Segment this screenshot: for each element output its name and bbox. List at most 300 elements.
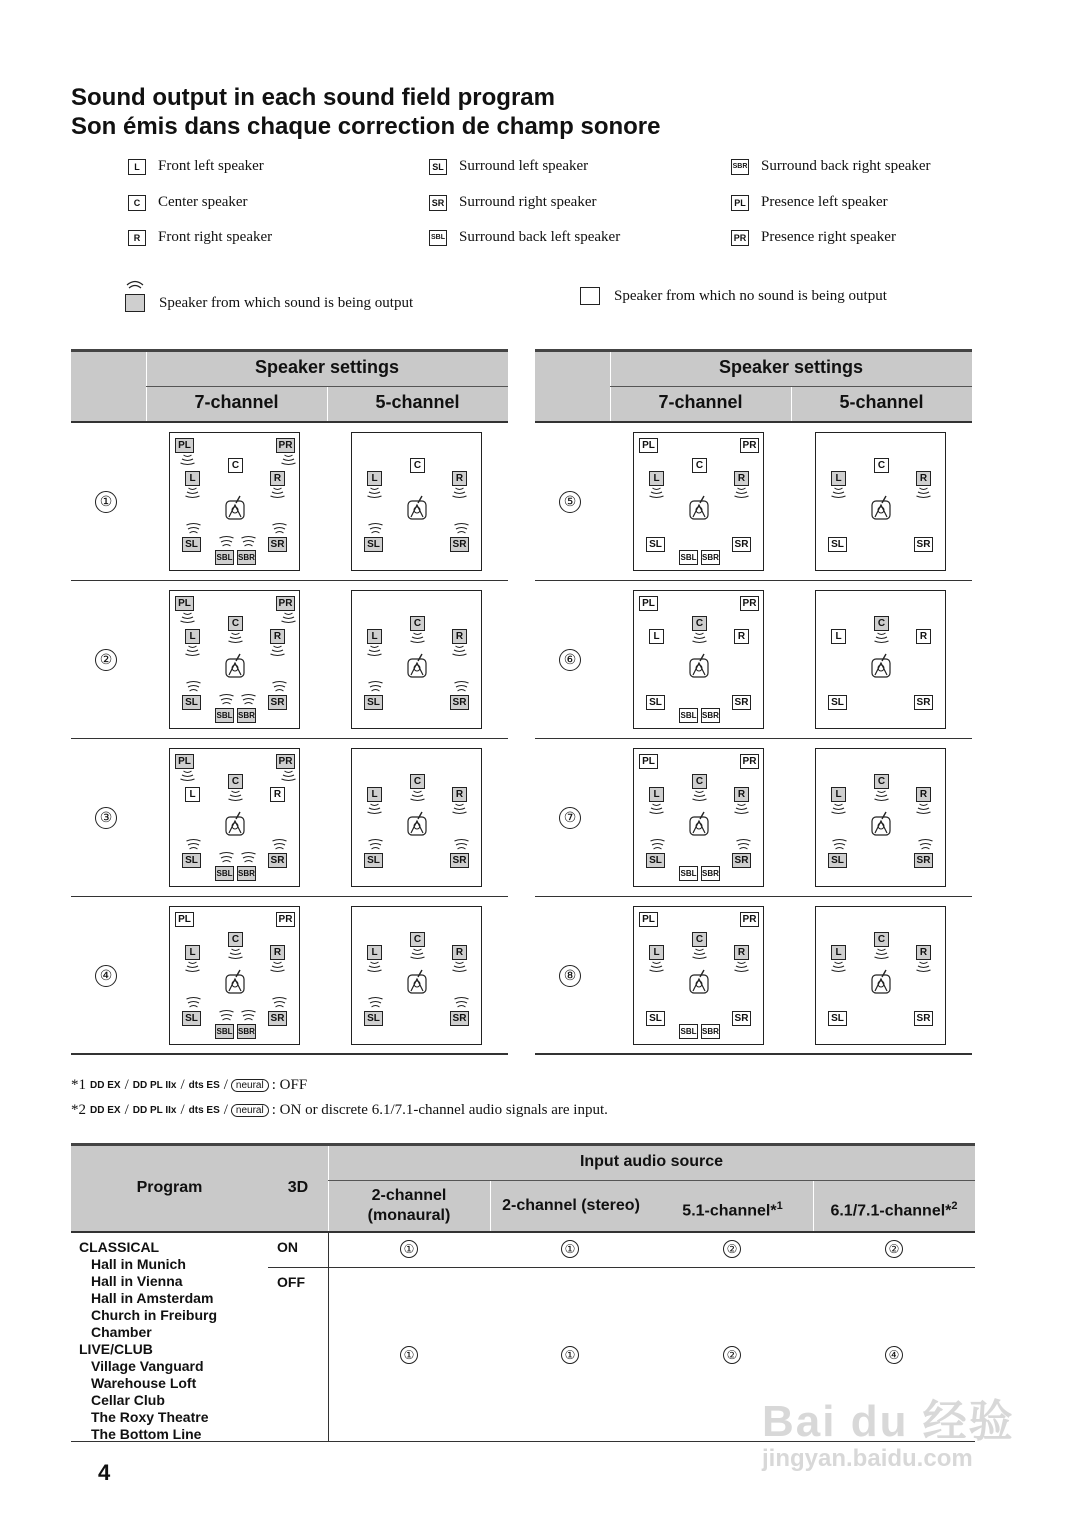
col-5-channel: 5-channel — [375, 392, 460, 412]
legend-label: Center speaker — [158, 194, 248, 210]
listener-icon — [226, 970, 244, 993]
speaker-sr: SR — [914, 1011, 933, 1026]
col-program: Program — [136, 1179, 203, 1196]
page-number: 4 — [98, 1460, 111, 1485]
speaker-sl: SL — [646, 695, 665, 710]
3d-on-label: ON — [277, 1239, 298, 1255]
speaker-pr: PR — [276, 912, 295, 927]
sound-wave-c — [411, 633, 425, 643]
speaker-sl: SL — [364, 1011, 383, 1026]
speaker-sr: SR — [450, 537, 469, 552]
speaker-sl: SL — [182, 1011, 201, 1026]
sound-wave-c — [693, 791, 707, 801]
sound-wave-sbl — [220, 537, 234, 547]
footnote-2 — [71, 1102, 608, 1119]
speaker-r: R — [916, 471, 931, 486]
sound-wave-sl — [187, 840, 201, 850]
speaker-sr: SR — [732, 695, 751, 710]
sound-wave-sl — [833, 840, 847, 850]
sound-wave-r — [271, 962, 285, 972]
sound-wave-r — [271, 646, 285, 656]
pattern-number: ⑤ — [559, 491, 581, 513]
pattern-number: ① — [95, 491, 117, 513]
speaker-sbr: SBR — [237, 866, 256, 881]
sound-wave-sr — [273, 840, 287, 850]
baidu-watermark — [762, 1385, 1015, 1473]
sound-wave-r — [735, 804, 749, 814]
listener-icon — [872, 970, 890, 993]
sound-wave-c — [411, 949, 425, 959]
speaker-c: C — [228, 458, 243, 473]
legend-item-pr — [731, 229, 896, 246]
speaker-sl: SL — [364, 537, 383, 552]
legend-item-sbr — [731, 158, 931, 175]
speaker-r: R — [734, 787, 749, 802]
legend-code-pl: PL — [731, 195, 749, 211]
speaker-sl: SL — [646, 537, 665, 552]
sound-wave-l — [832, 804, 846, 814]
sound-wave-l — [368, 488, 382, 498]
pattern-row — [71, 739, 508, 897]
dolby-ex-logo: DD EX — [90, 1080, 121, 1091]
col-7-channel: 7-channel — [658, 392, 743, 412]
diagram-7-channel — [169, 748, 300, 887]
sound-wave-r — [917, 804, 931, 814]
speaker-l: L — [831, 629, 846, 644]
speaker-pr: PR — [276, 754, 295, 769]
separator: / — [180, 1077, 185, 1093]
sound-wave-sl — [369, 840, 383, 850]
speaker-sl: SL — [182, 537, 201, 552]
speaker-sbr: SBR — [237, 1024, 256, 1039]
speaker-pr: PR — [276, 438, 295, 453]
sound-wave-l — [186, 646, 200, 656]
sound-wave-r — [735, 488, 749, 498]
speaker-sbl: SBL — [679, 1024, 698, 1039]
sound-wave-pr — [282, 771, 296, 781]
speaker-sl: SL — [646, 1011, 665, 1026]
sound-wave-r — [917, 488, 931, 498]
program-item: Hall in Munich — [91, 1256, 186, 1272]
sound-wave-sr — [455, 682, 469, 692]
speaker-sr: SR — [450, 1011, 469, 1026]
speaker-l: L — [649, 787, 664, 802]
diagram-7-channel — [633, 748, 764, 887]
sound-wave-c — [229, 791, 243, 801]
diagram-5-channel — [815, 748, 946, 887]
speaker-l: L — [367, 629, 382, 644]
speaker-l: L — [367, 471, 382, 486]
diagram-5-channel — [815, 590, 946, 729]
speaker-sl: SL — [182, 695, 201, 710]
speaker-sr: SR — [268, 1011, 287, 1026]
speaker-l: L — [185, 945, 200, 960]
diagram-7-channel — [633, 590, 764, 729]
sound-wave-sbr — [242, 695, 256, 705]
speaker-sbr: SBR — [237, 550, 256, 565]
speaker-settings-header — [535, 349, 972, 421]
listener-icon — [690, 812, 708, 835]
sound-wave-l — [368, 804, 382, 814]
program-item: Warehouse Loft — [91, 1375, 197, 1391]
sound-wave-r — [917, 962, 931, 972]
col-2ch-stereo: 2-channel (stereo) — [502, 1197, 640, 1214]
watermark-brand: Bai du 经验 — [762, 1397, 1015, 1446]
speaker-c: C — [692, 616, 707, 631]
speaker-sr: SR — [914, 853, 933, 868]
rule — [71, 1231, 975, 1233]
speaker-pl: PL — [639, 438, 658, 453]
sound-wave-sr — [273, 524, 287, 534]
speaker-l: L — [367, 787, 382, 802]
program-item: Hall in Vienna — [91, 1273, 183, 1289]
sound-wave-sl — [187, 998, 201, 1008]
sound-wave-sbl — [220, 853, 234, 863]
speaker-sr: SR — [914, 537, 933, 552]
col-5-1ch: 5.1-channel*$^1$ — [682, 1200, 783, 1220]
speaker-r: R — [270, 471, 285, 486]
sound-wave-l — [832, 962, 846, 972]
speaker-sbr: SBR — [237, 708, 256, 723]
sound-wave-sr — [737, 840, 751, 850]
speaker-sbr: SBR — [701, 708, 720, 723]
speaker-c: C — [228, 932, 243, 947]
speaker-pr: PR — [276, 596, 295, 611]
col-input-audio-source: Input audio source — [579, 1153, 724, 1170]
diagram-7-channel — [169, 432, 300, 571]
speaker-pl: PL — [639, 596, 658, 611]
diagram-7-channel — [169, 590, 300, 729]
diagram-5-channel — [815, 432, 946, 571]
sound-wave-c — [411, 791, 425, 801]
program-item: Cellar Club — [91, 1392, 165, 1408]
speaker-sr: SR — [268, 853, 287, 868]
listener-icon — [872, 496, 890, 519]
speaker-pr: PR — [740, 438, 759, 453]
pattern-ref: ① — [561, 1240, 579, 1258]
legend-code-sr: SR — [429, 195, 447, 211]
speaker-r: R — [452, 945, 467, 960]
dolby-ex-logo: DD EX — [90, 1105, 121, 1116]
program-table-header — [71, 1143, 975, 1231]
sound-wave-sl — [187, 682, 201, 692]
legend-code-sl: SL — [429, 159, 447, 175]
speaker-sbr: SBR — [701, 866, 720, 881]
speaker-sbl: SBL — [679, 866, 698, 881]
legend-label: Presence left speaker — [761, 194, 888, 210]
sound-wave-l — [650, 488, 664, 498]
footnote-2-text: : ON or discrete 6.1/7.1-channel audio signals are input. — [271, 1102, 608, 1118]
speaker-sbl: SBL — [215, 1024, 234, 1039]
speaker-c: C — [874, 616, 889, 631]
sound-wave-sbl — [220, 1011, 234, 1021]
pattern-number: ② — [95, 649, 117, 671]
legend-label: Surround right speaker — [459, 194, 597, 210]
speaker-pl: PL — [175, 596, 194, 611]
sound-wave-c — [229, 633, 243, 643]
sound-wave-sr — [273, 998, 287, 1008]
speaker-r: R — [452, 787, 467, 802]
status-off-label: Speaker from which no sound is being output — [614, 288, 887, 304]
pattern-number: ③ — [95, 807, 117, 829]
3d-off-label: OFF — [277, 1274, 305, 1290]
listener-icon — [690, 970, 708, 993]
footnote-1 — [71, 1077, 307, 1094]
sound-wave-sbr — [242, 853, 256, 863]
sound-wave-sl — [187, 524, 201, 534]
dts-es-logo: dts ES — [188, 1105, 220, 1116]
legend-code-r: R — [128, 230, 146, 246]
page-title-fr: Son émis dans chaque correction de champ sonore — [71, 113, 661, 140]
status-legend-on — [125, 278, 413, 314]
sound-wave-sl — [651, 840, 665, 850]
listener-icon — [872, 812, 890, 835]
speaker-sr: SR — [732, 537, 751, 552]
sound-wave-l — [186, 488, 200, 498]
diagram-5-channel — [351, 906, 482, 1045]
speaker-sr: SR — [268, 695, 287, 710]
speaker-settings-panel-right — [535, 349, 972, 1057]
listener-icon — [226, 812, 244, 835]
speaker-sbl: SBL — [679, 708, 698, 723]
listener-icon — [226, 654, 244, 677]
diagram-7-channel — [169, 906, 300, 1045]
footnote-1-text: : OFF — [271, 1077, 308, 1093]
pattern-ref: ② — [723, 1346, 741, 1364]
col-6-1-7-1ch: 6.1/7.1-channel*$^2$ — [830, 1200, 958, 1220]
speaker-l: L — [185, 471, 200, 486]
speaker-sbl: SBL — [215, 708, 234, 723]
pattern-ref: ① — [561, 1346, 579, 1364]
listener-icon — [872, 654, 890, 677]
sound-wave-r — [453, 646, 467, 656]
speaker-sl: SL — [646, 853, 665, 868]
pattern-number: ⑦ — [559, 807, 581, 829]
speaker-c: C — [410, 458, 425, 473]
speaker-l: L — [367, 945, 382, 960]
legend-code-sbr: SBR — [731, 159, 749, 175]
listener-icon — [226, 496, 244, 519]
speaker-l: L — [831, 787, 846, 802]
watermark-url: jingyan.baidu.com — [762, 1445, 973, 1472]
sound-wave-sl — [369, 524, 383, 534]
program-category: LIVE/CLUB — [79, 1341, 153, 1357]
speaker-sr: SR — [914, 695, 933, 710]
speaker-r: R — [270, 787, 285, 802]
speaker-sl: SL — [828, 695, 847, 710]
pattern-row — [71, 897, 508, 1055]
pattern-number: ⑧ — [559, 965, 581, 987]
active-speaker-swatch — [125, 294, 145, 312]
speaker-sbl: SBL — [215, 550, 234, 565]
separator: / — [223, 1102, 228, 1118]
speaker-sr: SR — [450, 853, 469, 868]
listener-icon — [690, 654, 708, 677]
legend-code-l: L — [128, 159, 146, 175]
sound-wave-sbr — [242, 1011, 256, 1021]
sound-wave-c — [229, 949, 243, 959]
speaker-c: C — [874, 458, 889, 473]
diagram-7-channel — [633, 906, 764, 1045]
sound-wave-sr — [455, 840, 469, 850]
sound-wave-r — [453, 488, 467, 498]
speaker-sr: SR — [732, 853, 751, 868]
speaker-sl: SL — [364, 853, 383, 868]
pattern-ref: ② — [723, 1240, 741, 1258]
speaker-c: C — [874, 774, 889, 789]
speaker-l: L — [649, 945, 664, 960]
speaker-r: R — [916, 945, 931, 960]
speaker-sl: SL — [364, 695, 383, 710]
speaker-settings-title: Speaker settings — [718, 357, 864, 377]
legend-label: Surround back left speaker — [459, 229, 621, 245]
sound-wave-l — [368, 646, 382, 656]
speaker-r: R — [916, 787, 931, 802]
sound-wave-r — [735, 962, 749, 972]
dolby-pl2x-logo: DD PL IIx — [132, 1080, 177, 1091]
sound-wave-pl — [181, 613, 195, 623]
diagram-5-channel — [351, 432, 482, 571]
sound-wave-c — [693, 633, 707, 643]
sound-wave-pr — [282, 613, 296, 623]
sound-wave-sbl — [220, 695, 234, 705]
listener-icon — [690, 496, 708, 519]
sound-waves-icon — [125, 278, 145, 292]
col-5-channel: 5-channel — [839, 392, 924, 412]
legend-code-pr: PR — [731, 230, 749, 246]
diagram-7-channel — [633, 432, 764, 571]
diagram-5-channel — [815, 906, 946, 1045]
program-item: Chamber — [91, 1324, 152, 1340]
speaker-sbr: SBR — [701, 550, 720, 565]
pattern-row — [535, 897, 972, 1055]
speaker-sr: SR — [268, 537, 287, 552]
speaker-sl: SL — [828, 1011, 847, 1026]
program-item: The Roxy Theatre — [91, 1409, 209, 1425]
sound-wave-l — [650, 962, 664, 972]
sound-wave-pl — [181, 455, 195, 465]
sound-wave-sl — [369, 998, 383, 1008]
footnote-1-mark: *1 — [71, 1077, 86, 1093]
neural-logo: neural — [231, 1079, 269, 1092]
speaker-pl: PL — [639, 754, 658, 769]
sound-wave-c — [875, 633, 889, 643]
listener-icon — [408, 812, 426, 835]
speaker-c: C — [228, 616, 243, 631]
sound-wave-sr — [273, 682, 287, 692]
speaker-c: C — [692, 932, 707, 947]
program-item: The Bottom Line — [91, 1426, 202, 1442]
speaker-c: C — [410, 616, 425, 631]
speaker-sl: SL — [828, 853, 847, 868]
separator: / — [180, 1102, 185, 1118]
program-item: Hall in Amsterdam — [91, 1290, 214, 1306]
sound-wave-sbr — [242, 537, 256, 547]
program-category: CLASSICAL — [79, 1239, 160, 1255]
speaker-sr: SR — [732, 1011, 751, 1026]
speaker-c: C — [692, 774, 707, 789]
speaker-settings-header — [71, 349, 508, 421]
sound-wave-sl — [369, 682, 383, 692]
sound-wave-sr — [455, 524, 469, 534]
speaker-r: R — [270, 945, 285, 960]
speaker-settings-title: Speaker settings — [254, 357, 400, 377]
program-item: Church in Freiburg — [91, 1307, 217, 1323]
legend-item-sl — [429, 158, 588, 175]
pattern-ref: ② — [885, 1240, 903, 1258]
speaker-l: L — [649, 471, 664, 486]
neural-logo: neural — [231, 1104, 269, 1117]
sound-wave-pr — [282, 455, 296, 465]
speaker-pr: PR — [740, 754, 759, 769]
col-2ch-monaural: 2-channel (monaural) — [367, 1187, 451, 1224]
program-item: Village Vanguard — [91, 1358, 204, 1374]
separator: / — [124, 1077, 129, 1093]
page-title-en: Sound output in each sound field program — [71, 84, 555, 111]
speaker-l: L — [831, 471, 846, 486]
speaker-pr: PR — [740, 912, 759, 927]
rule — [268, 1267, 975, 1268]
header-divider — [328, 1180, 975, 1181]
speaker-settings-panel-left — [71, 349, 508, 1057]
legend-label: Front left speaker — [158, 158, 264, 174]
listener-icon — [408, 496, 426, 519]
legend-item-c — [128, 194, 248, 211]
sound-wave-r — [453, 962, 467, 972]
speaker-c: C — [692, 458, 707, 473]
sound-wave-l — [368, 962, 382, 972]
legend-item-sr — [429, 194, 596, 211]
pattern-row — [535, 581, 972, 739]
legend-code-sbl: SBL — [429, 230, 447, 246]
speaker-c: C — [228, 774, 243, 789]
legend-item-r — [128, 229, 272, 246]
pattern-number: ④ — [95, 965, 117, 987]
legend-item-pl — [731, 194, 888, 211]
speaker-sbl: SBL — [679, 550, 698, 565]
pattern-row — [71, 581, 508, 739]
sound-wave-sr — [455, 998, 469, 1008]
listener-icon — [408, 970, 426, 993]
legend-label: Surround left speaker — [459, 158, 589, 174]
sound-wave-c — [875, 949, 889, 959]
speaker-pr: PR — [740, 596, 759, 611]
speaker-r: R — [734, 629, 749, 644]
sound-wave-r — [271, 488, 285, 498]
speaker-c: C — [874, 932, 889, 947]
speaker-pl: PL — [175, 912, 194, 927]
speaker-r: R — [734, 471, 749, 486]
sound-wave-c — [693, 949, 707, 959]
diagram-5-channel — [351, 590, 482, 729]
separator: / — [223, 1077, 228, 1093]
pattern-ref: ① — [400, 1346, 418, 1364]
separator: / — [124, 1102, 129, 1118]
legend-label: Surround back right speaker — [761, 158, 931, 174]
speaker-r: R — [734, 945, 749, 960]
status-legend-off — [580, 287, 887, 305]
col-7-channel: 7-channel — [194, 392, 279, 412]
sound-wave-l — [650, 804, 664, 814]
pattern-ref: ① — [400, 1240, 418, 1258]
speaker-sr: SR — [450, 695, 469, 710]
diagram-5-channel — [351, 748, 482, 887]
legend-code-c: C — [128, 195, 146, 211]
speaker-sbr: SBR — [701, 1024, 720, 1039]
sound-wave-l — [832, 488, 846, 498]
rule — [328, 1231, 329, 1442]
sound-wave-r — [453, 804, 467, 814]
